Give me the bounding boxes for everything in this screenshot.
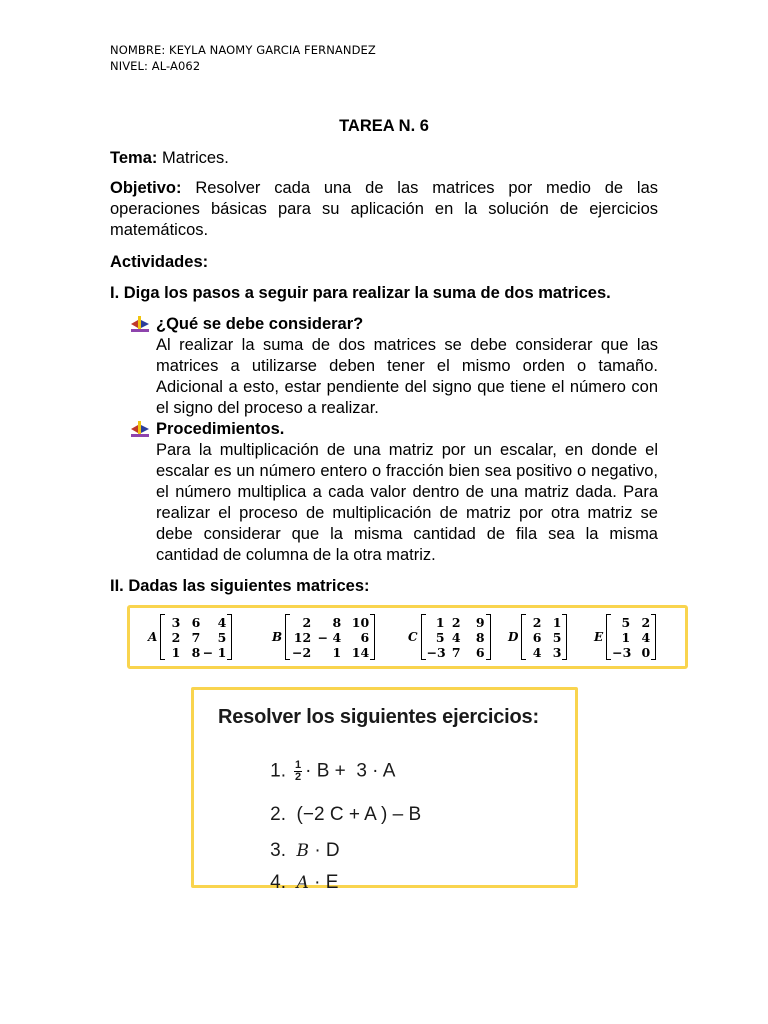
exercise-variable: B [296, 841, 310, 861]
matrix-cell: 5 [435, 630, 445, 645]
matrix-cell: 1 [552, 615, 562, 630]
exercise-item [249, 850, 338, 916]
matrix-cell: 3 [552, 645, 562, 660]
matrix-cell: 5 [217, 630, 227, 645]
objetivo-paragraph [110, 178, 658, 241]
actividades-heading: Actividades: [110, 253, 209, 271]
page-title: TAREA N. 6 [339, 117, 429, 135]
matrix-e [594, 614, 656, 660]
matrix-cell: 8 [475, 630, 485, 645]
bullet-item [156, 419, 658, 566]
fraction-denominator: 2 [294, 771, 302, 783]
exercise-number: 4. [270, 872, 286, 893]
matrix-cell: 2 [451, 615, 461, 630]
tema-line [110, 148, 658, 169]
bullet-title: Procedimientos. [156, 420, 285, 438]
matrix-name: C [408, 630, 418, 644]
student-level: NIVEL: AL-A062 [110, 59, 201, 73]
tema-label: Tema: [110, 149, 158, 167]
bullet-arrow-icon [131, 316, 149, 332]
matrix-cell: 4 [217, 615, 227, 630]
matrices-box [127, 605, 688, 669]
exercise-number: 1. [270, 760, 286, 782]
fraction-numerator: 1 [294, 759, 302, 771]
bullet-arrow-icon [131, 421, 149, 437]
matrix-cell: − 1 [202, 645, 227, 660]
matrix-d [508, 614, 567, 660]
matrix-a [148, 614, 232, 660]
tema-value: Matrices. [157, 149, 229, 167]
matrix-cell: 1 [621, 630, 631, 645]
matrix-cell: 7 [451, 645, 461, 660]
matrix-cell: 7 [191, 630, 201, 645]
matrix-name: B [272, 630, 283, 644]
exercises-title: Resolver los siguientes ejercicios: [218, 706, 539, 728]
exercise-number: 2. [270, 804, 286, 825]
bullet-title: ¿Qué se debe considerar? [156, 315, 364, 333]
matrix-cell: 12 [293, 630, 312, 645]
matrix-cell: −3 [426, 645, 446, 660]
matrix-cell: 4 [641, 630, 651, 645]
objetivo-text: Resolver cada una de las matrices por medio de las operaciones básicas para su aplicación en la solución de ejercicios matemáticos. [110, 179, 658, 239]
matrix-c [408, 614, 491, 660]
matrix-cell: 2 [532, 615, 542, 630]
matrix-name: E [594, 630, 604, 644]
exercises-box [191, 687, 578, 893]
matrix-cell: 5 [552, 630, 562, 645]
matrix-cell: 2 [641, 615, 651, 630]
matrix-cell: 3 [171, 615, 181, 630]
exercise-expression: · D [309, 840, 340, 861]
exercise-expression: (−2 C + A ) – B [296, 804, 422, 825]
section2-heading: II. Dadas las siguientes matrices: [110, 577, 370, 595]
student-name: NOMBRE: KEYLA NAOMY GARCIA FERNANDEZ [110, 43, 376, 57]
matrix-cell: 1 [435, 615, 445, 630]
matrix-cell: −3 [612, 645, 632, 660]
exercise-variable: A [296, 873, 309, 893]
matrix-cell: 8 [332, 615, 342, 630]
exercise-expression: · E [308, 872, 339, 893]
bullet-text: Para la multiplicación de una matriz por un escalar, en donde el escalar es un número entero o fracción bien sea positivo o negativo, el número multiplica a cada valor dentro de una matriz dada. Para realizar el proceso de multiplicación de matriz por otra matriz se debe considerar que la misma cantidad de fila sea la misma cantidad de columna de la otra matriz. [156, 441, 658, 564]
bullet-item [156, 314, 658, 419]
matrix-cell: 6 [360, 630, 370, 645]
matrix-cell: 2 [171, 630, 181, 645]
section1-bullets [156, 314, 658, 566]
exercise-expression: · B + 3 · A [305, 760, 396, 782]
matrix-cell: 5 [621, 615, 631, 630]
matrix-cell: 1 [171, 645, 181, 660]
matrix-b [272, 614, 375, 660]
student-header [110, 42, 376, 74]
matrix-cell: 9 [475, 615, 485, 630]
matrix-cell: 2 [302, 615, 312, 630]
fraction [294, 760, 302, 783]
matrix-cell: 6 [475, 645, 485, 660]
matrix-cell: 8 [191, 645, 201, 660]
objetivo-label: Objetivo: [110, 179, 182, 197]
matrix-name: D [508, 630, 519, 644]
matrix-cell: 6 [532, 630, 542, 645]
matrix-cell: 6 [191, 615, 201, 630]
matrix-name: A [148, 630, 158, 644]
bullet-text: Al realizar la suma de dos matrices se debe considerar que las matrices a utilizarse deben tener el mismo orden o tamaño. Adicional a esto, estar pendiente del signo que tiene el número con el signo del proceso a realizar. [156, 336, 658, 417]
matrix-cell: − 4 [317, 630, 342, 645]
matrix-cell: 4 [532, 645, 542, 660]
section1-heading: I. Diga los pasos a seguir para realizar la suma de dos matrices. [110, 284, 611, 302]
matrix-cell: 1 [332, 645, 342, 660]
matrix-cell: 10 [351, 615, 370, 630]
matrix-cell: 0 [641, 645, 651, 660]
matrix-cell: 14 [351, 645, 370, 660]
matrix-cell: 4 [451, 630, 461, 645]
exercise-number: 3. [270, 840, 286, 861]
matrix-cell: −2 [291, 645, 312, 660]
